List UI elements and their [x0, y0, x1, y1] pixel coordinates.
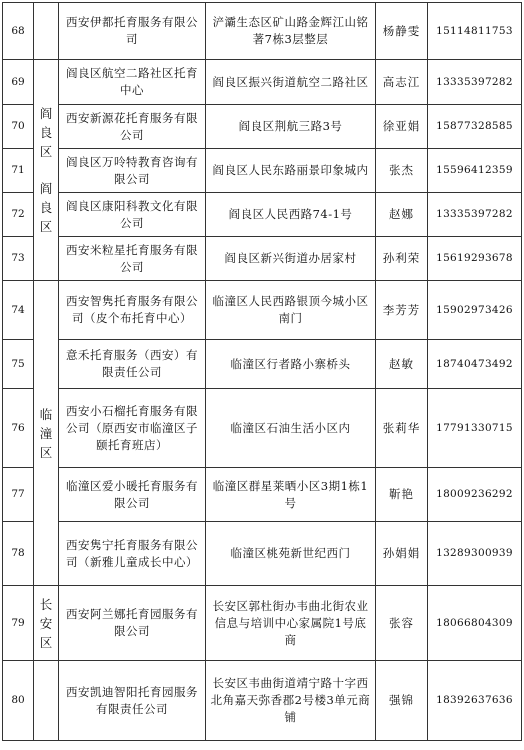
table-row [3, 389, 522, 468]
row-number: 75 [3, 340, 34, 389]
row-number: 78 [3, 522, 34, 586]
row-number: 79 [3, 586, 34, 661]
table-row [3, 105, 522, 149]
org-name: 西安凯迪智阳托育园服务有限责任公司 [59, 661, 206, 741]
contact-person: 强锦 [376, 661, 428, 741]
registry-table [2, 2, 522, 741]
org-address: 阎良区振兴街道航空二路社区 [206, 60, 376, 105]
org-address: 阎良区人民东路丽景印象城内 [206, 149, 376, 193]
contact-phone: 13289300939 [428, 522, 522, 586]
contact-person: 靳艳 [376, 468, 428, 522]
contact-phone: 18740473492 [428, 340, 522, 389]
org-name: 西安隽宁托育服务有限公司（新雅儿童成长中心） [59, 522, 206, 586]
row-number: 77 [3, 468, 34, 522]
table-row [3, 281, 522, 340]
org-name: 阎良区万呤特教育咨询有限公司 [59, 149, 206, 193]
table-row [3, 661, 522, 741]
org-address: 长安区韦曲街道靖宁路十字西北角嘉天弥香郡2号楼3单元商铺 [206, 661, 376, 741]
org-address: 临潼区石油生活小区内 [206, 389, 376, 468]
district-cell-empty [34, 3, 59, 60]
contact-phone: 13335397282 [428, 60, 522, 105]
district-cell-changan [34, 586, 59, 661]
district-cell-lintong [34, 281, 59, 586]
contact-person: 高志江 [376, 60, 428, 105]
contact-phone: 13335397282 [428, 193, 522, 237]
contact-person: 徐亚娟 [376, 105, 428, 149]
org-name: 西安智隽托育服务有限公司（皮个布托育中心） [59, 281, 206, 340]
table-row [3, 3, 522, 60]
contact-person: 张莉华 [376, 389, 428, 468]
contact-person: 张杰 [376, 149, 428, 193]
table-row [3, 586, 522, 661]
contact-person: 孙娟娟 [376, 522, 428, 586]
org-address: 阎良区荆航三路3号 [206, 105, 376, 149]
org-address: 浐灞生态区矿山路金辉江山铭著7栋3层整层 [206, 3, 376, 60]
org-name: 西安新源花托育服务有限公司 [59, 105, 206, 149]
org-address: 临潼区桃苑新世纪西门 [206, 522, 376, 586]
contact-phone: 15596412359 [428, 149, 522, 193]
table-row [3, 468, 522, 522]
org-address: 临潼区人民西路银顶今城小区南门 [206, 281, 376, 340]
org-address: 阎良区新兴街道办居家村 [206, 237, 376, 281]
row-number: 80 [3, 661, 34, 741]
org-address: 长安区郭杜街办韦曲北街农业信息与培训中心家属院1号底商 [206, 586, 376, 661]
row-number: 76 [3, 389, 34, 468]
contact-phone: 15114811753 [428, 3, 522, 60]
row-number: 71 [3, 149, 34, 193]
district-label: 长安区 [39, 596, 53, 650]
row-number: 72 [3, 193, 34, 237]
contact-person: 孙利荣 [376, 237, 428, 281]
row-number: 74 [3, 281, 34, 340]
contact-person: 张容 [376, 586, 428, 661]
row-number: 68 [3, 3, 34, 60]
org-name: 西安阿兰娜托育园服务有限公司 [59, 586, 206, 661]
contact-person: 赵娜 [376, 193, 428, 237]
district-label: 阎良区 [39, 181, 53, 234]
org-name: 西安伊都托育服务有限公司 [59, 3, 206, 60]
org-address: 临潼区行者路小寨桥头 [206, 340, 376, 389]
org-address: 阎良区人民西路74-1号 [206, 193, 376, 237]
org-name: 意禾托育服务（西安）有限责任公司 [59, 340, 206, 389]
district-label: 临潼区 [39, 406, 53, 460]
table-row [3, 340, 522, 389]
contact-person: 赵敏 [376, 340, 428, 389]
contact-person: 杨静雯 [376, 3, 428, 60]
row-number: 73 [3, 237, 34, 281]
contact-phone: 15902973426 [428, 281, 522, 340]
org-name: 阎良区航空二路社区托育中心 [59, 60, 206, 105]
contact-phone: 17791330715 [428, 389, 522, 468]
row-number: 69 [3, 60, 34, 105]
contact-phone: 15877328585 [428, 105, 522, 149]
org-address: 临潼区群星莱晒小区3期1栋1号 [206, 468, 376, 522]
contact-phone: 18066804309 [428, 586, 522, 661]
table-row [3, 149, 522, 193]
contact-phone: 15619293678 [428, 237, 522, 281]
org-name: 临潼区爱小暖托育服务有限公司 [59, 468, 206, 522]
row-number: 70 [3, 105, 34, 149]
org-name: 西安小石榴托育服务有限公司（原西安市临潼区子颐托育班店） [59, 389, 206, 468]
org-name: 阎良区康阳科教文化有限公司 [59, 193, 206, 237]
org-name: 西安米粒星托育服务有限公司 [59, 237, 206, 281]
contact-phone: 18009236292 [428, 468, 522, 522]
table-row [3, 522, 522, 586]
table-row [3, 193, 522, 237]
contact-person: 李芳芳 [376, 281, 428, 340]
table-row [3, 60, 522, 105]
district-cell-empty [34, 661, 59, 741]
contact-phone: 18392637636 [428, 661, 522, 741]
district-label: 阎良区 [39, 106, 53, 159]
table-row [3, 237, 522, 281]
district-cell-yanliang [34, 60, 59, 281]
